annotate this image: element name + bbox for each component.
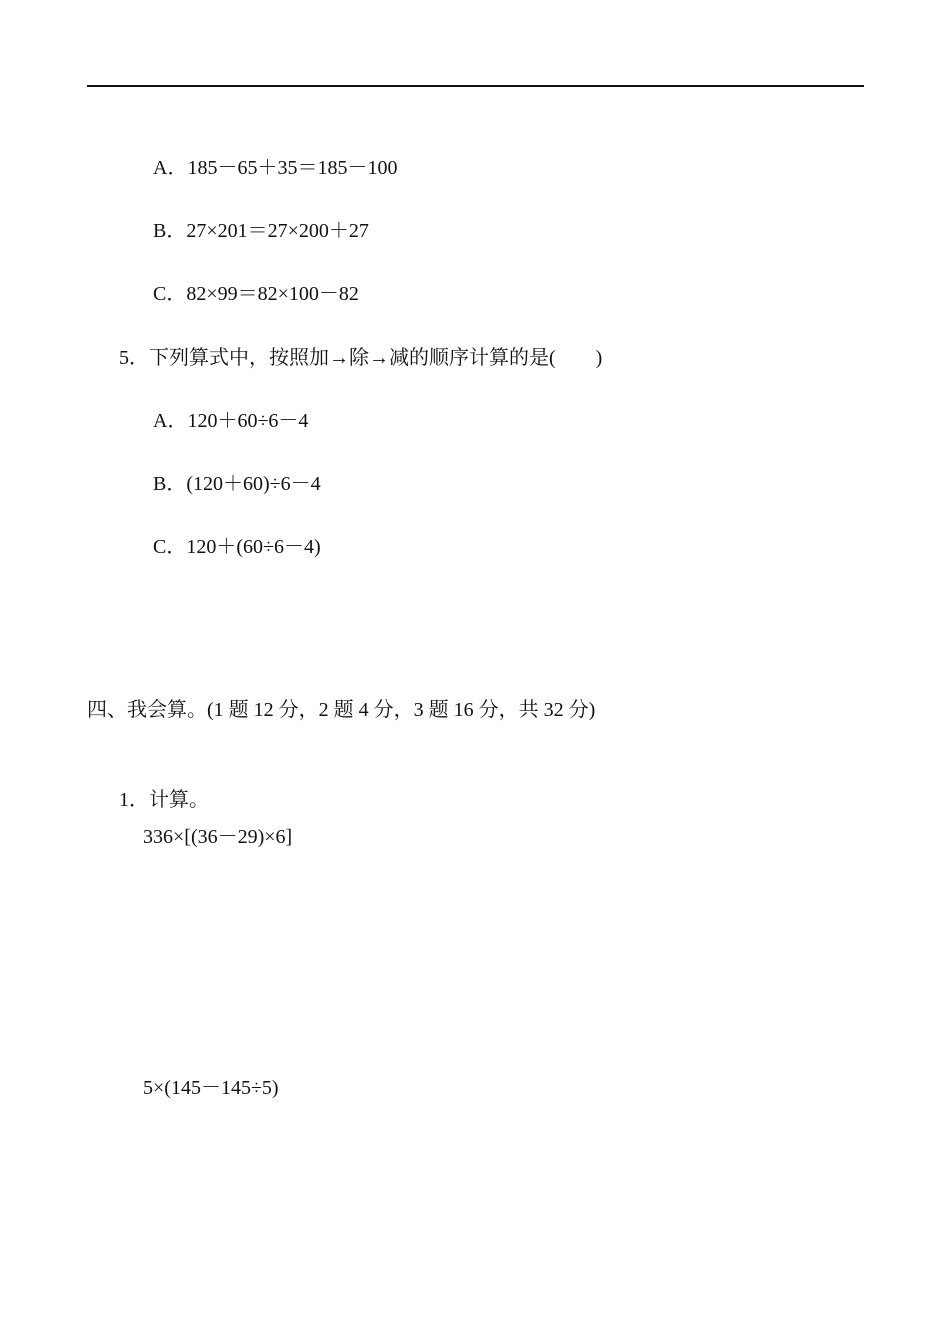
expression-2: 5×(145－145÷5) [143, 1077, 279, 1099]
q4-option-c [143, 255, 359, 307]
option-text: (120＋60)÷6－4 [186, 473, 321, 495]
q5-option-a [143, 382, 308, 434]
q5-option-c [143, 508, 321, 560]
q4-option-b [143, 192, 369, 244]
q5-stem [109, 319, 602, 371]
option-text: 120＋(60÷6－4) [186, 536, 321, 558]
option-letter: A． [153, 410, 188, 432]
expression-1: 336×[(36－29)×6] [143, 826, 293, 848]
s4-q1-stem [109, 761, 209, 813]
question-text: 下列算式中，按照加→除→减的顺序计算的是( ) [149, 347, 603, 369]
question-text: 计算。 [149, 789, 209, 811]
option-text: 27×201＝27×200＋27 [186, 220, 369, 242]
option-letter: B． [153, 473, 187, 495]
option-letter: C． [153, 283, 187, 305]
section-heading: 四、我会算。(1 题 12 分，2 题 4 分，3 题 16 分，共 32 分) [87, 699, 596, 721]
q4-option-a [143, 129, 397, 181]
option-text: 82×99＝82×100－82 [186, 283, 359, 305]
option-letter: A． [153, 157, 188, 179]
question-number: 1． [119, 789, 149, 811]
q5-option-b [143, 445, 321, 497]
option-letter: B． [153, 220, 187, 242]
option-text: 120＋60÷6－4 [187, 410, 309, 432]
top-rule [87, 85, 864, 87]
question-number: 5． [119, 347, 149, 369]
option-text: 185－65＋35＝185－100 [187, 157, 398, 179]
option-letter: C． [153, 536, 187, 558]
